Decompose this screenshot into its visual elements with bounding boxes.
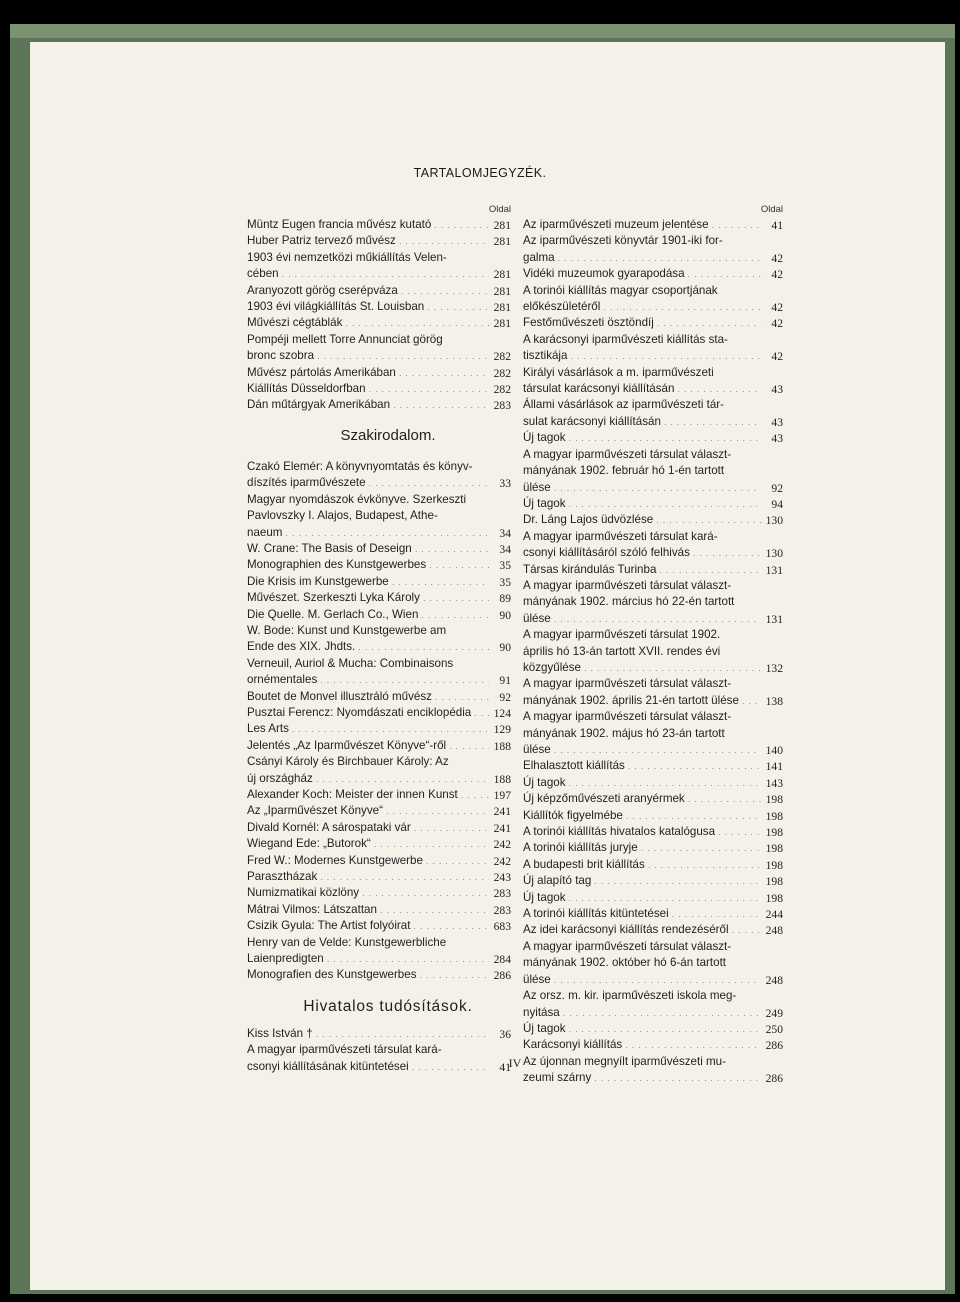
toc-entry-page: 281 (493, 317, 511, 331)
toc-entry (247, 381, 511, 397)
toc-entry (247, 590, 511, 606)
toc-entry (523, 890, 783, 906)
toc-entry-title: ülése . . . (523, 742, 761, 758)
left-column-entries (247, 217, 511, 1075)
toc-entry-title: Monografien des Kunstgewerbes . . . (247, 967, 489, 983)
toc-entry (247, 639, 511, 655)
toc-entry (523, 562, 783, 578)
toc-entry-title: mányának 1902. május hó 23-án tartott (523, 726, 725, 740)
toc-entry (247, 607, 511, 623)
toc-entry (523, 397, 783, 413)
toc-entry-page: 198 (765, 875, 783, 889)
toc-entry-title: ülése . . . (523, 480, 761, 496)
toc-entry (523, 840, 783, 856)
toc-entry-title: Fred W.: Modernes Kunstgewerbe . . . (247, 853, 489, 869)
oldal-label-left: Oldal (488, 204, 511, 215)
toc-entry-page: 42 (771, 268, 783, 282)
toc-entry (523, 955, 783, 971)
toc-entry-title: Új képzőművészeti aranyérmek . . . (523, 791, 761, 807)
toc-entry-page: 248 (765, 973, 783, 987)
toc-entry (247, 935, 511, 951)
toc-entry-title: ülése . . . (523, 972, 761, 988)
toc-entry (523, 545, 783, 561)
toc-entry (523, 906, 783, 922)
toc-entry-title: W. Bode: Kunst und Kunstgewerbe am (247, 623, 447, 637)
toc-entry (523, 348, 783, 364)
toc-entry (247, 217, 511, 233)
toc-entry-title: Müntz Eugen francia művész kutató . . . (247, 217, 489, 233)
toc-entry-page: 138 (765, 694, 783, 708)
toc-entry (523, 430, 783, 446)
toc-entry-page: 250 (765, 1022, 783, 1036)
toc-entry-page: 41 (499, 1060, 511, 1074)
toc-entry-title: tisztikája . . . (523, 348, 761, 364)
toc-entry (523, 332, 783, 348)
toc-entry-page: 42 (771, 301, 783, 315)
toc-entry-page: 90 (499, 608, 511, 622)
toc-entry (247, 803, 511, 819)
toc-entry (247, 787, 511, 803)
toc-entry-page: 36 (499, 1027, 511, 1041)
toc-entry-page: 197 (493, 789, 511, 802)
toc-entry-title: cében . . . (247, 266, 489, 282)
toc-entry-title: Új tagok . . . (523, 775, 761, 791)
toc-entry-title: csonyi kiállításának kitüntetései . . . (247, 1059, 489, 1075)
toc-entry-title: Királyi vásárlások a m. iparművészeti (523, 365, 714, 379)
toc-entry-title: naeum . . . (247, 525, 489, 541)
toc-entry-title: Les Arts . . . (247, 721, 489, 737)
toc-entry (523, 660, 783, 676)
toc-entry-title: bronc szobra . . . (247, 348, 489, 364)
toc-entry-title: ornémentales . . . (247, 672, 489, 688)
toc-entry-page: 283 (493, 887, 511, 901)
toc-entry (523, 283, 783, 299)
toc-entry-title: A magyar iparművészeti társulat választ- (523, 677, 732, 691)
toc-entry-page: 242 (493, 838, 511, 852)
toc-entry-page: 244 (765, 908, 783, 922)
toc-entry-title: Új alapító tag . . . (523, 873, 761, 889)
toc-entry-page: 198 (765, 809, 783, 823)
section-heading: Szakirodalom. (340, 426, 436, 444)
toc-entry (247, 820, 511, 836)
toc-entry (247, 967, 511, 983)
toc-entry-title: Új tagok . . . (523, 1021, 761, 1037)
toc-entry-page: 683 (493, 920, 511, 934)
toc-entry-title: Pompéji mellett Torre Annunciat görög (247, 332, 443, 346)
toc-entry-title: Pavlovszky I. Alajos, Budapest, Athe- (247, 509, 438, 523)
toc-entry (247, 1026, 511, 1042)
toc-entry-title: Parasztházak . . . (247, 869, 489, 885)
toc-entry (523, 578, 783, 594)
toc-entry-page: 141 (765, 760, 783, 774)
toc-entry (523, 233, 783, 249)
toc-entry-title: mányának 1902. március hó 22-én tartott (523, 595, 735, 609)
toc-entry-page: 89 (499, 592, 511, 606)
toc-entry (523, 266, 783, 282)
toc-entry-page: 92 (499, 690, 511, 704)
toc-entry-title: A torinói kiállítás magyar csoportjának (523, 283, 718, 297)
toc-entry (247, 250, 511, 266)
toc-entry-page: 43 (771, 415, 783, 429)
toc-entry-title: sulat karácsonyi kiállításán . . . (523, 414, 761, 430)
toc-entry-title: Dr. Láng Lajos üdvözlése . . . (523, 512, 761, 528)
toc-entry (523, 791, 783, 807)
toc-entry-title: Die Quelle. M. Gerlach Co., Wien . . . (247, 607, 489, 623)
toc-entry (523, 529, 783, 545)
toc-entry-title: mányának 1902. február hó 1-én tartott (523, 464, 725, 478)
toc-entry-title: 1903 évi világkiállítás St. Louisban . . . (247, 299, 489, 315)
toc-entry (523, 315, 783, 331)
toc-entry-page: 281 (493, 219, 511, 232)
oldal-label-right: Oldal (760, 204, 783, 215)
toc-entry-title: új országház . . . (247, 771, 489, 787)
toc-entry (523, 414, 783, 430)
toc-entry-title: Ende des XIX. Jhdts. . . . (247, 639, 489, 655)
toc-entry-page: 42 (771, 350, 783, 364)
toc-entry-page: 130 (765, 514, 783, 528)
toc-entry (247, 397, 511, 413)
toc-entry-title: Festőművészeti ösztöndíj . . . (523, 315, 761, 331)
toc-entry-page: 43 (771, 383, 783, 397)
toc-entry (523, 1021, 783, 1037)
toc-entry (247, 672, 511, 688)
toc-entry (247, 623, 511, 639)
toc-entry-page: 282 (493, 383, 511, 397)
page-number: IV (508, 1056, 522, 1070)
toc-entry-page: 286 (765, 1072, 783, 1086)
section-heading: Hivatalos tudósítások. (303, 997, 473, 1015)
toc-entry (523, 922, 783, 938)
toc-entry (247, 656, 511, 672)
toc-entry-title: Vidéki muzeumok gyarapodása . . . (523, 266, 761, 282)
toc-entry (523, 644, 783, 660)
toc-entry (247, 885, 511, 901)
toc-entry-title: Az idei karácsonyi kiállítás rendezéséről . . . (523, 922, 761, 938)
toc-entry-title: Új tagok . . . (523, 890, 761, 906)
toc-entry-page: 281 (493, 235, 511, 249)
toc-entry (247, 902, 511, 918)
toc-entry (523, 365, 783, 381)
toc-entry-title: Csizik Gyula: The Artist folyóirat . . . (247, 918, 489, 934)
toc-entry (247, 918, 511, 934)
toc-entry (247, 574, 511, 590)
toc-entry-page: 124 (493, 706, 511, 720)
toc-entry-title: Az orsz. m. kir. iparművészeti iskola meg- (523, 989, 737, 1003)
page-title: TARTALOMJEGYZÉK. (413, 166, 547, 180)
toc-entry-title: A budapesti brit kiállítás . . . (523, 857, 761, 873)
toc-entry-page: 35 (499, 559, 511, 573)
toc-entry-page: 143 (765, 776, 783, 790)
toc-entry-page: 198 (765, 891, 783, 905)
toc-entry-page: 34 (499, 542, 511, 556)
toc-entry-title: mányának 1902. április 21-én tartott ülése . . . (523, 693, 761, 709)
toc-entry (523, 726, 783, 742)
toc-entry (247, 475, 511, 491)
toc-entry-title: ülése . . . (523, 611, 761, 627)
toc-entry (247, 836, 511, 852)
toc-entry (523, 463, 783, 479)
toc-entry-title: Pusztai Ferencz: Nyomdászati enciklopédia . . . (247, 705, 489, 721)
toc-entry (523, 873, 783, 889)
toc-entry-page: 92 (771, 481, 783, 495)
toc-entry (247, 283, 511, 299)
toc-entry-page: 281 (493, 284, 511, 298)
toc-entry-page: 140 (765, 744, 783, 757)
toc-entry (247, 754, 511, 770)
toc-entry-title: Alexander Koch: Meister der innen Kunst . . . (247, 787, 489, 803)
toc-entry-page: 283 (493, 903, 511, 917)
toc-entry-title: Művész pártolás Amerikában . . . (247, 365, 489, 381)
toc-entry-page: 241 (493, 821, 511, 835)
toc-entry-title: Kiállítás Düsseldorfban . . . (247, 381, 489, 397)
toc-entry-title: A torinói kiállítás juryje . . . (523, 840, 761, 856)
toc-entry-title: Csányi Károly és Birchbauer Károly: Az (247, 755, 449, 769)
toc-entry (247, 869, 511, 885)
toc-entry-title: zeumi szárny . . . (523, 1070, 761, 1086)
toc-entry (523, 1037, 783, 1053)
toc-entry (247, 689, 511, 705)
toc-entry (247, 332, 511, 348)
toc-entry-title: Numizmatikai közlöny . . . (247, 885, 489, 901)
toc-entry-title: Czakó Elemér: A könyvnyomtatás és könyv- (247, 459, 473, 473)
toc-entry-page: 90 (499, 641, 511, 655)
toc-entry (523, 988, 783, 1004)
right-column-entries (523, 217, 783, 1087)
toc-entry (247, 705, 511, 721)
toc-entry-title: Művészet. Szerkeszti Lyka Károly . . . (247, 590, 489, 606)
toc-entry-page: 188 (493, 772, 511, 786)
toc-entry-page: 282 (493, 350, 511, 364)
toc-entry-title: Az „Iparművészet Könyve“ . . . (247, 803, 489, 819)
toc-entry (523, 447, 783, 463)
toc-entry-title: Új tagok . . . (523, 430, 761, 446)
toc-entry (247, 721, 511, 737)
toc-entry-page: 281 (493, 268, 511, 282)
toc-entry-page: 41 (771, 219, 783, 232)
toc-entry (247, 951, 511, 967)
toc-entry-page: 131 (765, 563, 783, 577)
toc-entry-page: 243 (493, 871, 511, 885)
toc-entry-page: 249 (765, 1006, 783, 1020)
toc-entry-title: A torinói kiállítás kitüntetései . . . (523, 906, 761, 922)
toc-entry (523, 381, 783, 397)
toc-entry-page: 130 (765, 547, 783, 561)
toc-entry (523, 824, 783, 840)
toc-entry (247, 525, 511, 541)
toc-entry-title: A magyar iparművészeti társulat kará- (523, 529, 718, 543)
toc-entry (523, 972, 783, 988)
toc-entry (247, 233, 511, 249)
toc-entry (523, 939, 783, 955)
toc-entry-page: 129 (493, 723, 511, 737)
toc-entry-title: április hó 13-án tartott XVII. rendes évi (523, 644, 721, 658)
toc-entry-title: 1903 évi nemzetközi műkiállítás Velen- (247, 250, 447, 264)
toc-entry-title: Verneuil, Auriol & Mucha: Combinaisons (247, 656, 454, 670)
toc-entry-title: Az iparművészeti könyvtár 1901-iki for- (523, 234, 723, 248)
toc-entry (523, 299, 783, 315)
toc-entry-title: galma . . . (523, 250, 761, 266)
toc-entry-page: 188 (493, 739, 511, 753)
toc-entry-title: társulat karácsonyi kiállításán . . . (523, 381, 761, 397)
toc-entry-title: A torinói kiállítás hivatalos katalógusa . . . (523, 824, 761, 840)
toc-entry (523, 709, 783, 725)
toc-entry-page: 198 (765, 826, 783, 840)
toc-entry (247, 508, 511, 524)
toc-entry-title: Az iparművészeti muzeum jelentése . . . (523, 217, 761, 233)
toc-entry-title: A magyar iparművészeti társulat választ- (523, 939, 732, 953)
toc-entry-title: díszítés iparművészete . . . (247, 475, 489, 491)
toc-entry-page: 42 (771, 251, 783, 265)
toc-entry-title: A magyar iparművészeti társulat kará- (247, 1043, 442, 1057)
toc-entry (523, 676, 783, 692)
toc-entry-page: 94 (771, 497, 783, 511)
toc-entry-page: 198 (765, 842, 783, 856)
toc-entry-page: 132 (765, 661, 783, 675)
toc-entry-title: Wiegand Ede: „Butorok“ . . . (247, 836, 489, 852)
toc-entry (523, 496, 783, 512)
toc-entry (523, 742, 783, 758)
toc-entry (523, 693, 783, 709)
toc-entry (247, 541, 511, 557)
toc-entry-title: Divald Kornél: A sárospataki vár . . . (247, 820, 489, 836)
toc-entry-title: Állami vásárlások az iparművészeti tár- (523, 398, 725, 412)
toc-entry-title: Die Krisis im Kunstgewerbe . . . (247, 574, 489, 590)
toc-entry (523, 758, 783, 774)
toc-entry (523, 217, 783, 233)
toc-entry-title: mányának 1902. október hó 6-án tartott (523, 956, 727, 970)
toc-entry-page: 283 (493, 399, 511, 413)
toc-entry-page: 198 (765, 793, 783, 807)
toc-entry-title: A magyar iparművészeti társulat választ- (523, 710, 732, 724)
toc-entry (247, 365, 511, 381)
toc-entry-page: 241 (493, 805, 511, 819)
toc-entry-page: 286 (765, 1039, 783, 1053)
toc-entry-title: Jelentés „Az Iparművészet Könyve“-ről . . . (247, 738, 489, 754)
left-column (247, 203, 511, 1075)
toc-entry (523, 627, 783, 643)
toc-entry-page: 131 (765, 612, 783, 626)
toc-entry-title: Dán műtárgyak Amerikában . . . (247, 397, 489, 413)
toc-entry (247, 266, 511, 282)
toc-entry-title: Új tagok . . . (523, 496, 761, 512)
toc-entry-page: 284 (493, 953, 511, 967)
toc-entry-title: A magyar iparművészeti társulat 1902. (523, 628, 721, 642)
toc-entry (523, 611, 783, 627)
toc-entry (523, 512, 783, 528)
toc-entry-title: Kiss István † . . . (247, 1026, 489, 1042)
toc-entry-title: Az újonnan megnyílt iparművészeti mu- (523, 1054, 726, 1068)
toc-entry-title: Művészi cégtáblák . . . (247, 315, 489, 331)
toc-entry-page: 198 (765, 858, 783, 872)
toc-entry (247, 459, 511, 475)
toc-entry-title: A magyar iparművészeti társulat választ- (523, 447, 732, 461)
toc-entry-title: A magyar iparművészeti társulat választ- (523, 578, 732, 592)
toc-entry-page: 42 (771, 317, 783, 331)
toc-entry-title: Társas kirándulás Turinba . . . (523, 562, 761, 578)
toc-entry-title: csonyi kiállításáról szóló felhivás . . . (523, 545, 761, 561)
toc-entry (247, 853, 511, 869)
toc-entry-title: közgyűlése . . . (523, 660, 761, 676)
toc-entry-page: 91 (499, 674, 511, 688)
toc-entry-title: Monographien des Kunstgewerbes . . . (247, 557, 489, 573)
toc-entry-title: Huber Patriz tervező művész . . . (247, 233, 489, 249)
toc-entry (523, 775, 783, 791)
toc-entry (523, 1070, 783, 1086)
toc-entry-page: 33 (499, 477, 511, 491)
toc-entry-page: 286 (493, 969, 511, 983)
toc-entry-title: Elhalasztott kiállítás . . . (523, 758, 761, 774)
toc-entry (523, 1005, 783, 1021)
toc-entry-page: 43 (771, 432, 783, 446)
toc-entry (247, 738, 511, 754)
toc-entry-page: 242 (493, 854, 511, 868)
toc-entry-title: Laienpredigten . . . (247, 951, 489, 967)
toc-entry-title: nyitása . . . (523, 1005, 761, 1021)
toc-entry-title: Aranyozott görög cserépváza . . . (247, 283, 489, 299)
right-column (523, 203, 783, 1087)
toc-entry (523, 808, 783, 824)
toc-entry-page: 248 (765, 924, 783, 938)
toc-entry-title: Karácsonyi kiállítás . . . (523, 1037, 761, 1053)
cover-top-edge (10, 24, 955, 38)
toc-entry (247, 771, 511, 787)
toc-entry (523, 480, 783, 496)
toc-entry-title: Henry van de Velde: Kunstgewerbliche (247, 935, 447, 949)
toc-entry (247, 557, 511, 573)
toc-entry-title: Mátrai Vilmos: Látszattan . . . (247, 902, 489, 918)
toc-entry (523, 594, 783, 610)
toc-entry-page: 35 (499, 575, 511, 589)
toc-entry (247, 348, 511, 364)
toc-entry-title: előkészületéről . . . (523, 299, 761, 315)
toc-entry-title: W. Crane: The Basis of Deseign . . . (247, 541, 489, 557)
toc-entry-title: A karácsonyi iparművészeti kiállítás sta- (523, 332, 728, 346)
toc-entry-title: Boutet de Monvel illusztráló művész . . . (247, 689, 489, 705)
toc-entry (247, 299, 511, 315)
toc-entry (247, 492, 511, 508)
toc-entry (523, 857, 783, 873)
toc-entry (247, 315, 511, 331)
toc-entry-page: 281 (493, 301, 511, 315)
toc-entry-title: Kiállítók figyelmébe . . . (523, 808, 761, 824)
toc-entry (523, 250, 783, 266)
toc-entry-page: 282 (493, 366, 511, 380)
toc-entry-page: 34 (499, 526, 511, 540)
toc-entry-title: Magyar nyomdászok évkönyve. Szerkeszti (247, 492, 467, 506)
